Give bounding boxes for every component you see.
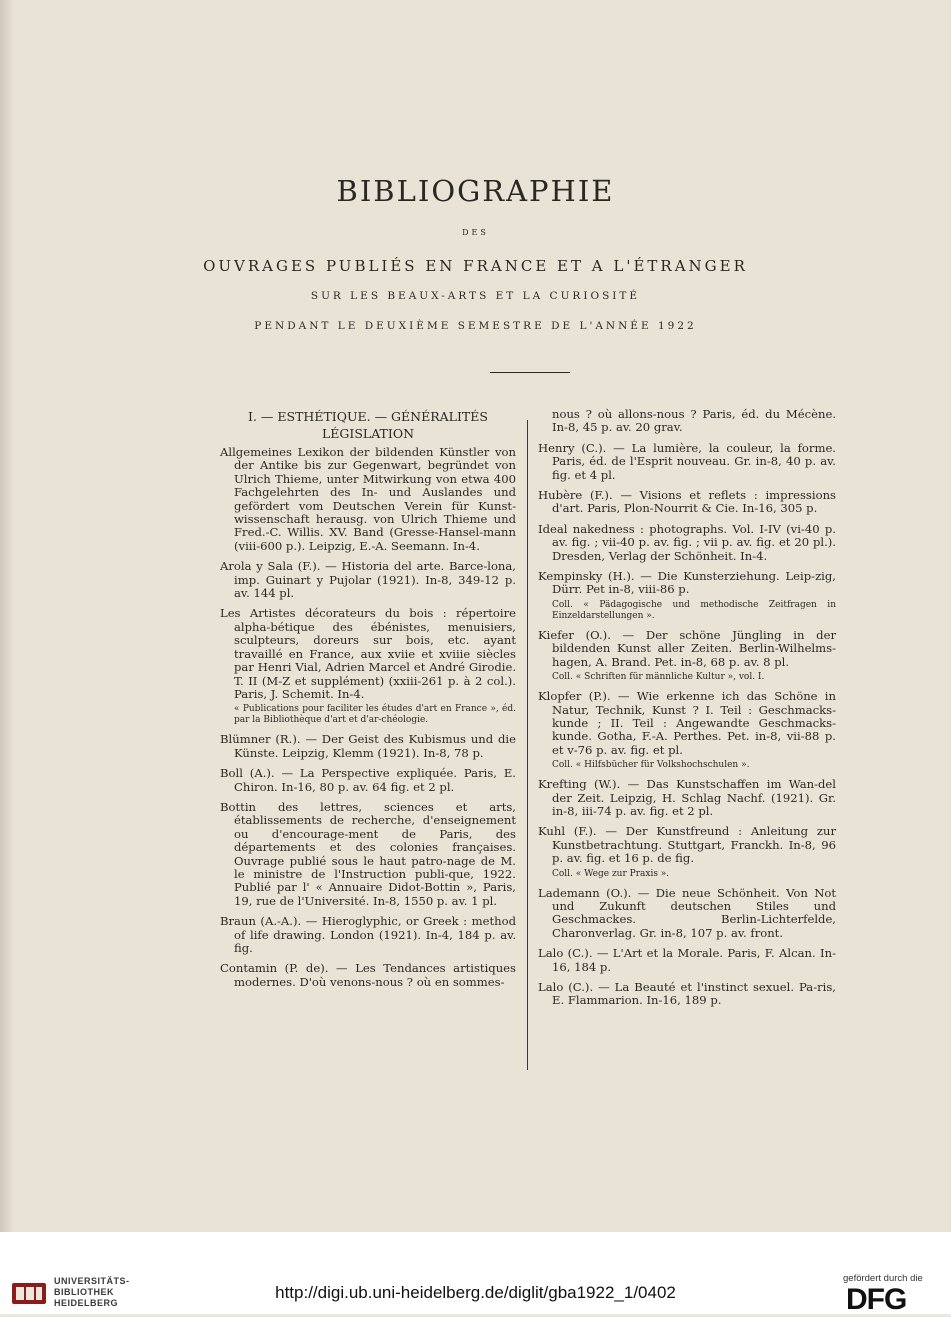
bibliography-entry: nous ? où allons-nous ? Paris, éd. du Mécène. In-8, 45 p. av. 20 grav. xyxy=(552,407,836,435)
bibliography-entry: Henry (C.). — La lumière, la couleur, la forme. Paris, éd. de l'Esprit nouveau. Gr. in-8, 40 p. av. fig. et 4 pl. xyxy=(538,440,836,482)
section-title xyxy=(220,408,516,442)
bibliography-entry: Krefting (W.). — Das Kunstschaffen im Wan-del der Zeit. Leipzig, H. Schlag Nachf. (1921). Gr. in-8, iii-74 p. av. fig. et 2 pl. xyxy=(538,777,836,818)
bibliography-entry: Ideal nakedness : photographs. Vol. I-IV (vi-40 p. av. fig. ; vii-40 p. av. fig. ; vii p. av. fig. et 20 pl.). Dresden, Verlag der Schönheit. In-4. xyxy=(538,521,836,563)
right-column xyxy=(538,408,836,1015)
sponsor-note: gefördert durch die xyxy=(843,1273,923,1284)
collection-note: Coll. « Wege zur Praxis ». xyxy=(552,868,670,879)
document-url[interactable]: http://digi.ub.uni-heidelberg.de/diglit/gba1922_1/0402 xyxy=(275,1283,676,1302)
right-entries-list xyxy=(538,408,836,1008)
subtitle-period: PENDANT LE DEUXIÈME SEMESTRE DE L'ANNÉE 1922 xyxy=(254,320,697,332)
bibliography-entry: Kempinsky (H.). — Die Kunsterziehung. Leip-zig, Dürr. Pet in-8, viii-86 p. xyxy=(538,569,836,597)
bibliography-entry: Blümner (R.). — Der Geist des Kubismus und die Künste. Leipzig, Klemm (1921). In-8, 78 p. xyxy=(220,732,516,760)
collection-note: Coll. « Pädagogische und methodische Zeitfragen in Einzeldarstellungen ». xyxy=(552,599,836,621)
bibliography-entry: Contamin (P. de). — Les Tendances artistiques modernes. D'où venons-nous ? où en sommes- xyxy=(220,961,516,989)
column-divider xyxy=(527,420,528,1070)
collection-note: Coll. « Schriften für männliche Kultur », vol. I. xyxy=(552,672,765,683)
logo-line: BIBLIOTHEK xyxy=(54,1287,114,1297)
bibliography-entry: Boll (A.). — La Perspective expliquée. Paris, E. Chiron. In-16, 80 p. av. 64 fig. et 2 pl. xyxy=(220,766,516,794)
left-column xyxy=(220,408,516,996)
title-rule xyxy=(490,372,570,373)
title-connector: DES xyxy=(462,228,489,237)
bibliography-entry: Lademann (O.). — Die neue Schönheit. Von Not und Zukunft deutschen Stiles und Geschmackes. Berlin-Lichterfelde, Charonverlag. Gr. in-8, 107 p. av. front. xyxy=(538,885,836,940)
left-entries-list xyxy=(220,446,516,989)
bibliography-entry: Bottin des lettres, sciences et arts, établissements de recherche, d'enseignement ou d'encourage-ment de Paris, des départements et des colonies françaises. Ouvrage publié sous le haut patro-nage de M. le ministre de l'Instruction publi-que, 1922. Publié par l' « Annuaire Didot-Bottin », Paris, 19, rue de l'Université. In-8, 1550 p. av. 1 pl. xyxy=(220,799,516,908)
bibliography-entry: Les Artistes décorateurs du bois : répertoire alpha-bétique des ébénistes, menuisiers, sculpteurs, doreurs sur bois, etc. ayant travaillé en France, aux xviie et xviiie siècles par Henri Vial, Adrien Marcel et André Girodie. T. II (M-Z et supplément) (xxiii-261 p. à 2 col.). Paris, J. Schemit. In-4. xyxy=(220,606,516,701)
bibliography-entry: Braun (A.-A.). — Hieroglyphic, or Greek : method of life drawing. London (1921). In-4, 184 p. av. fig. xyxy=(220,914,516,955)
bibliography-entry: Kiefer (O.). — Der schöne Jüngling in der bildenden Kunst aller Zeiten. Berlin-Wilhelms-hagen, A. Brand. Pet. in-8, 68 p. av. 8 pl. xyxy=(538,627,836,669)
section-title-line1: I. — ESTHÉTIQUE. — GÉNÉRALITÉS xyxy=(248,409,488,424)
page-title: BIBLIOGRAPHIE xyxy=(336,174,615,208)
bibliography-entry: Lalo (C.). — L'Art et la Morale. Paris, F. Alcan. In-16, 184 p. xyxy=(538,946,836,974)
collection-note: « Publications pour faciliter les études d'art en France », éd. par la Bibliothèque d'art et d'ar-chéologie. xyxy=(234,704,516,726)
bibliography-entry: Allgemeines Lexikon der bildenden Künstler von der Antike bis zur Gegenwart, begründet von Ulrich Thieme, unter Mitwirkung von etwa 400 Fachgelehrten des In- und Auslandes und gefördert vom Deutschen Verein für Kunst-wissenschaft herausg. von Ulrich Thieme und Fred.-C. Willis. XV. Band (Gresse-Hansel-mann (viii-600 p.). Leipzig, E.-A. Seemann. In-4. xyxy=(220,445,516,553)
subtitle-main: OUVRAGES PUBLIÉS EN FRANCE ET A L'ÉTRANGER xyxy=(203,257,748,275)
subtitle-topic: SUR LES BEAUX-ARTS ET LA CURIOSITÉ xyxy=(310,290,641,302)
logo-line: HEIDELBERG xyxy=(54,1298,119,1308)
bibliography-entry: Lalo (C.). — La Beauté et l'instinct sexuel. Pa-ris, E. Flammarion. In-16, 189 p. xyxy=(538,980,836,1008)
bibliography-entry: Arola y Sala (F.). — Historia del arte. Barce-lona, imp. Guinart y Pujolar (1921). In-8, 349-12 p. av. 144 pl. xyxy=(220,559,516,601)
dfg-logo[interactable]: DFG xyxy=(846,1283,907,1316)
logo-line: UNIVERSITÄTS- xyxy=(54,1276,130,1286)
collection-note: Coll. « Hilfsbücher für Volkshochschulen ». xyxy=(552,760,750,771)
bibliography-entry: Kuhl (F.). — Der Kunstfreund : Anleitung zur Kunstbetrachtung. Stuttgart, Franckh. In-8, 96 p. av. fig. et 16 p. de fig. xyxy=(538,824,836,866)
bibliography-entry: Klopfer (P.). — Wie erkenne ich das Schöne in Natur, Technik, Kunst ? I. Teil : Geschmacks-kunde ; II. Teil : Angewandte Geschmacks-kunde. Gotha, F.-A. Perthes. Pet. in-8, vii-88 p. et v-76 p. av. fig. et pl. xyxy=(538,689,836,757)
section-title-line2: LÉGISLATION xyxy=(321,426,415,441)
bibliography-entry: Hubère (F.). — Visions et reflets : impressions d'art. Paris, Plon-Nourrit & Cie. In-16, 305 p. xyxy=(538,488,836,516)
